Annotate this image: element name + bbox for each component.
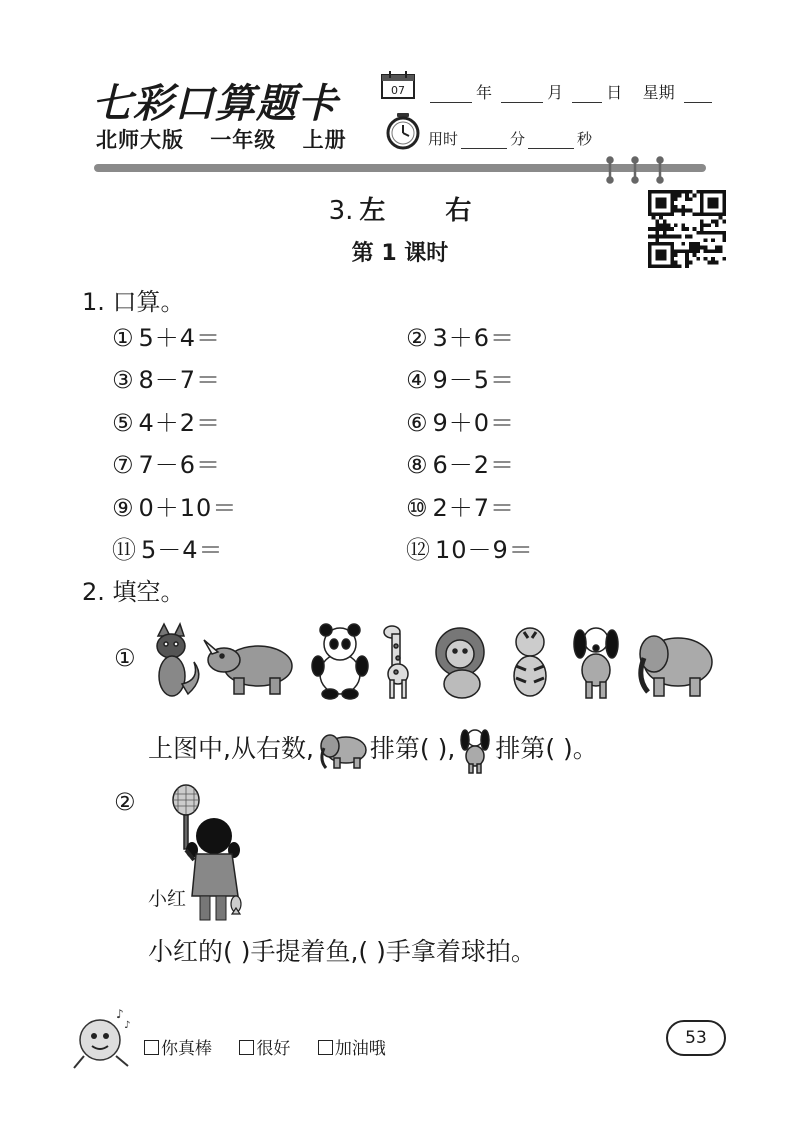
panda-icon [312,624,368,699]
girl-name-label: 小红 [148,888,187,910]
animal-row [148,622,720,700]
time-used-label: 用时 [428,130,459,148]
qr-code-icon[interactable] [648,190,726,268]
problem-number: ⑫ [406,536,431,564]
page-number: 53 [666,1020,726,1056]
part1-label: ① [114,644,136,672]
problem-number: ⑨ [112,493,135,522]
rating-option-great[interactable]: 你真棒 [144,1039,212,1059]
problem-10 [406,488,515,523]
problem-expression: 6－2＝ [432,451,516,480]
dog-icon [455,726,495,774]
year-label: 年 [476,83,493,102]
problem-expression: 3＋6＝ [432,324,516,352]
problem-expression: 8－7＝ [138,366,222,395]
calendar-icon [380,70,416,100]
problem-number: ③ [112,366,135,395]
checkbox-icon[interactable] [144,1040,159,1055]
section2-heading: 2. 填空。 [82,578,185,606]
seconds-blank[interactable] [528,135,574,149]
problem-12 [406,530,534,565]
section1-heading: 1. 口算。 [82,288,185,316]
problem-number: ⑥ [406,408,429,437]
part1-text-c: 排第( )。 [495,734,598,763]
problem-9 [112,488,237,523]
problem-number: ② [406,324,429,352]
part2-label: ② [114,788,136,816]
binder-rings-icon [600,156,670,184]
problem-7 [112,445,221,480]
time-fields [428,128,592,149]
problem-expression: 9＋0＝ [432,408,516,437]
day-label: 日 [606,83,623,102]
weekday-label: 星期 [642,83,675,102]
problem-expression: 10－9＝ [435,536,534,564]
problem-number: ⑧ [406,451,429,480]
month-label: 月 [547,83,564,102]
svg-text:07: 07 [391,84,405,97]
lesson-title-left: 左 [359,196,386,226]
lion-icon [436,628,484,698]
part1-text-b: 排第( ), [369,734,456,763]
weekday-blank[interactable] [684,88,712,103]
month-blank[interactable] [501,88,543,103]
problem-11 [112,530,224,565]
checkbox-icon[interactable] [318,1040,333,1055]
problem-expression: 5－4＝ [141,536,224,564]
seconds-label: 秒 [577,130,593,148]
fox-icon [157,624,199,696]
edition-label: 北师大版 一年级 上册 [96,128,347,152]
date-fields [426,80,716,103]
rating-option-good[interactable]: 很好 [239,1039,290,1059]
problem-expression: 5＋4＝ [138,324,222,352]
brand-logo [92,72,338,129]
problem-3 [112,360,221,395]
lesson-title-right: 右 [445,196,472,226]
year-blank[interactable] [430,88,472,103]
self-rating [144,1034,402,1059]
problem-2 [406,318,515,353]
rhino-icon [204,640,292,694]
part1-text-a: 上图中,从右数, [148,734,314,763]
problem-1 [112,318,221,353]
minutes-blank[interactable] [461,135,507,149]
svg-text:♪: ♪ [124,1020,131,1031]
problem-expression: 2＋7＝ [432,493,516,522]
problem-5 [112,403,221,438]
elephant-icon [314,730,370,770]
problem-number: ⑦ [112,451,135,480]
problem-expression: 7－6＝ [138,451,222,480]
tiger-icon [514,628,546,696]
problem-number: ⑩ [406,493,429,522]
problem-expression: 9－5＝ [432,366,516,395]
lesson-subtitle: 第 1 课时 [351,241,449,266]
problem-6 [406,403,515,438]
checkbox-icon[interactable] [239,1040,254,1055]
problem-number: ① [112,324,135,352]
svg-text:♪: ♪ [116,1007,124,1021]
fish-icon [231,896,241,914]
dog-icon [574,628,618,698]
part1-question [148,726,598,774]
problem-number: ⑤ [112,408,135,437]
minutes-label: 分 [510,130,526,148]
clock-icon [384,112,422,150]
problem-expression: 0＋10＝ [138,493,238,522]
problem-4 [406,360,515,395]
problem-8 [406,445,515,480]
elephant-icon [640,636,712,696]
mascot-icon [70,1006,134,1070]
problem-expression: 4＋2＝ [138,408,222,437]
giraffe-icon [384,626,408,698]
problem-number: ⑪ [112,536,137,564]
brand-text: 七彩口算题卡 [92,80,338,127]
rating-option-keep-going[interactable]: 加油哦 [318,1039,386,1059]
part2-question: 小红的( )手提着鱼,( )手拿着球拍。 [148,937,536,966]
problem-number: ④ [406,366,429,395]
day-blank[interactable] [572,88,602,103]
lesson-number: 3. [328,196,354,226]
